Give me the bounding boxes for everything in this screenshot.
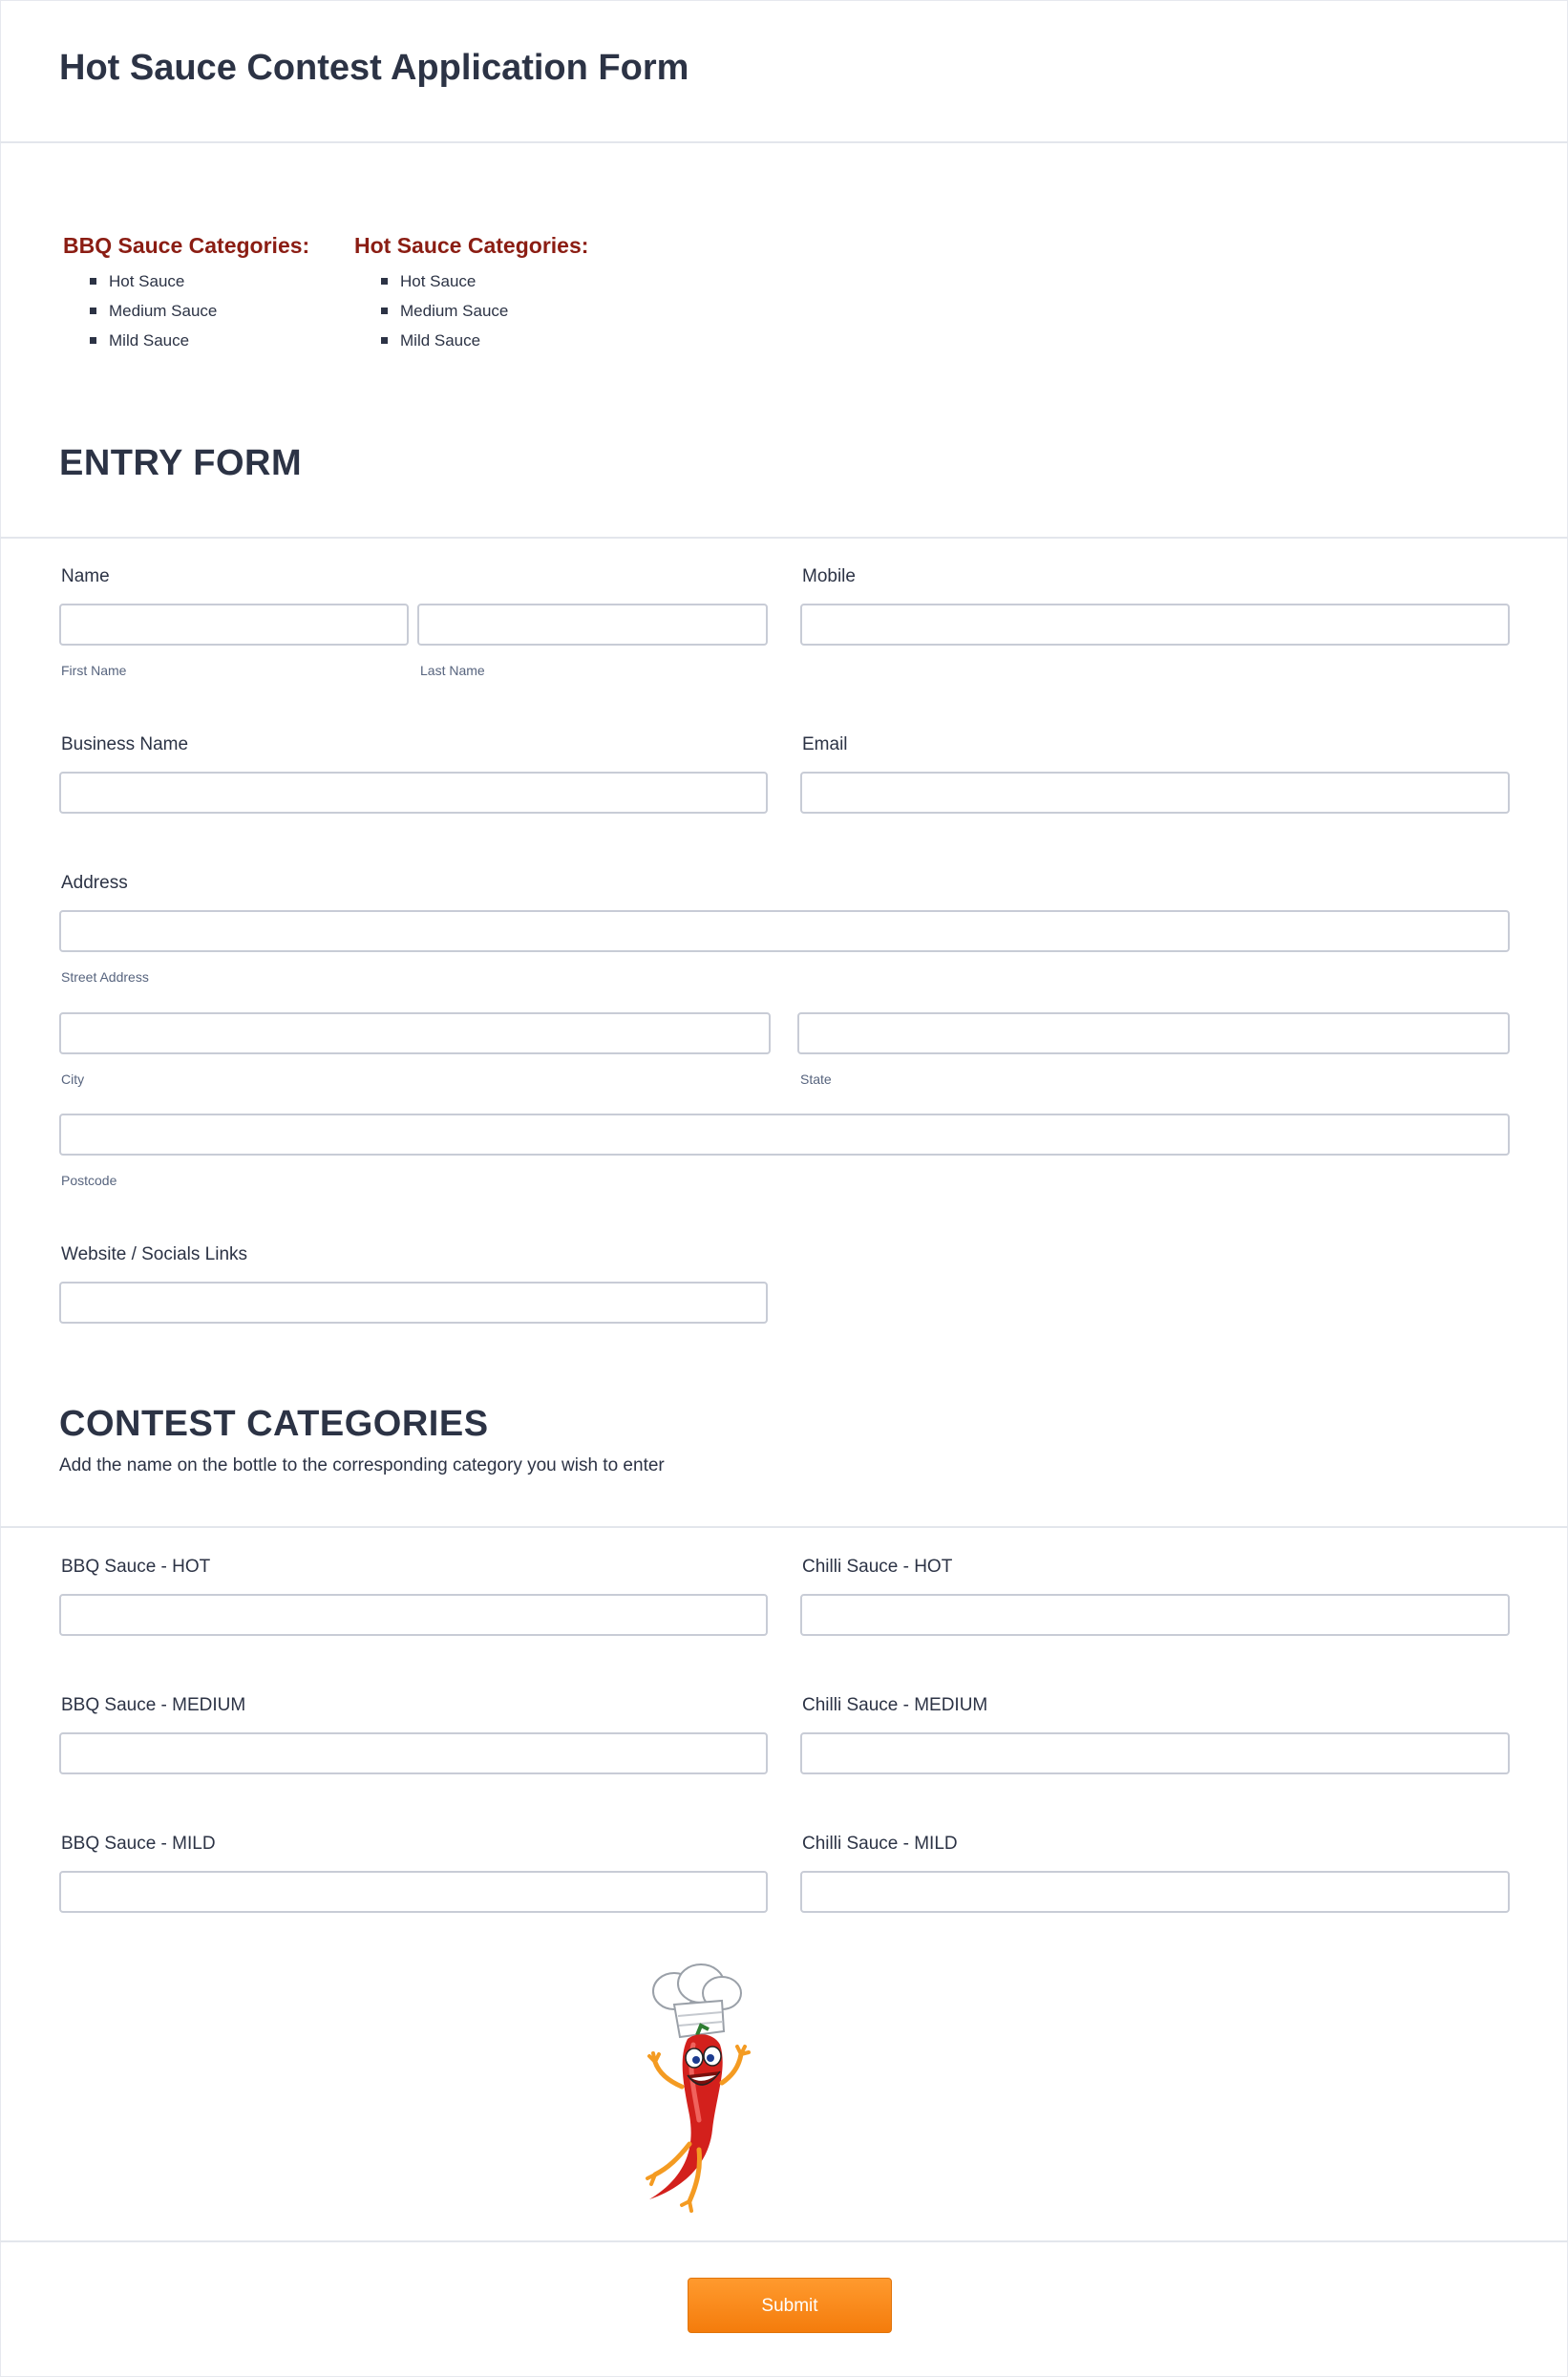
chilli-mild-label: Chilli Sauce - MILD bbox=[802, 1834, 958, 1854]
chilli-medium-input[interactable] bbox=[800, 1732, 1510, 1774]
bbq-categories-list bbox=[63, 266, 309, 355]
address-label: Address bbox=[61, 873, 128, 893]
city-sublabel: City bbox=[61, 1072, 85, 1087]
chilli-medium-label: Chilli Sauce - MEDIUM bbox=[802, 1695, 988, 1715]
bbq-hot-label: BBQ Sauce - HOT bbox=[61, 1557, 211, 1577]
city-input[interactable] bbox=[59, 1012, 771, 1054]
chilli-hot-label: Chilli Sauce - HOT bbox=[802, 1557, 953, 1577]
contest-categories-description: Add the name on the bottle to the corresponding category you wish to enter bbox=[59, 1455, 665, 1475]
bbq-hot-input[interactable] bbox=[59, 1594, 768, 1636]
list-item: Medium Sauce bbox=[354, 296, 588, 326]
chilli-mild-input[interactable] bbox=[800, 1871, 1510, 1913]
first-name-sublabel: First Name bbox=[61, 663, 127, 678]
list-item: Hot Sauce bbox=[63, 266, 309, 296]
page-title: Hot Sauce Contest Application Form bbox=[59, 48, 689, 88]
bullet-icon bbox=[90, 337, 96, 344]
list-item: Mild Sauce bbox=[63, 326, 309, 355]
submit-button[interactable]: Submit bbox=[688, 2278, 892, 2333]
street-address-input[interactable] bbox=[59, 910, 1510, 952]
first-name-input[interactable] bbox=[59, 604, 409, 646]
mobile-label: Mobile bbox=[802, 566, 856, 586]
bbq-categories-heading: BBQ Sauce Categories: bbox=[63, 233, 310, 258]
contest-divider bbox=[0, 1526, 1568, 1528]
bbq-mild-label: BBQ Sauce - MILD bbox=[61, 1834, 216, 1854]
entry-divider bbox=[0, 537, 1568, 539]
hot-categories-heading: Hot Sauce Categories: bbox=[354, 233, 589, 258]
business-name-label: Business Name bbox=[61, 734, 189, 754]
website-input[interactable] bbox=[59, 1282, 768, 1324]
name-label: Name bbox=[61, 566, 110, 586]
list-item: Mild Sauce bbox=[354, 326, 588, 355]
postcode-sublabel: Postcode bbox=[61, 1173, 117, 1188]
email-input[interactable] bbox=[800, 772, 1510, 814]
bbq-mild-input[interactable] bbox=[59, 1871, 768, 1913]
bullet-icon bbox=[90, 278, 96, 285]
hot-categories bbox=[354, 233, 588, 355]
state-input[interactable] bbox=[797, 1012, 1510, 1054]
bullet-icon bbox=[381, 308, 388, 314]
bullet-icon bbox=[381, 278, 388, 285]
chef-chili-pepper-mascot bbox=[621, 1963, 783, 2220]
last-name-sublabel: Last Name bbox=[420, 663, 485, 678]
business-name-input[interactable] bbox=[59, 772, 768, 814]
postcode-input[interactable] bbox=[59, 1114, 1510, 1156]
street-address-sublabel: Street Address bbox=[61, 969, 149, 985]
chilli-hot-input[interactable] bbox=[800, 1594, 1510, 1636]
mobile-input[interactable] bbox=[800, 604, 1510, 646]
entry-form-heading: ENTRY FORM bbox=[59, 443, 303, 483]
bbq-medium-label: BBQ Sauce - MEDIUM bbox=[61, 1695, 246, 1715]
website-label: Website / Socials Links bbox=[61, 1244, 248, 1264]
contest-categories-heading: CONTEST CATEGORIES bbox=[59, 1404, 489, 1444]
footer-divider bbox=[0, 2240, 1568, 2242]
state-sublabel: State bbox=[800, 1072, 832, 1087]
list-item: Medium Sauce bbox=[63, 296, 309, 326]
email-label: Email bbox=[802, 734, 848, 754]
list-item: Hot Sauce bbox=[354, 266, 588, 296]
bbq-categories bbox=[63, 233, 309, 355]
hot-categories-list bbox=[354, 266, 588, 355]
bullet-icon bbox=[90, 308, 96, 314]
bbq-medium-input[interactable] bbox=[59, 1732, 768, 1774]
last-name-input[interactable] bbox=[417, 604, 768, 646]
header-divider bbox=[0, 141, 1568, 143]
bullet-icon bbox=[381, 337, 388, 344]
